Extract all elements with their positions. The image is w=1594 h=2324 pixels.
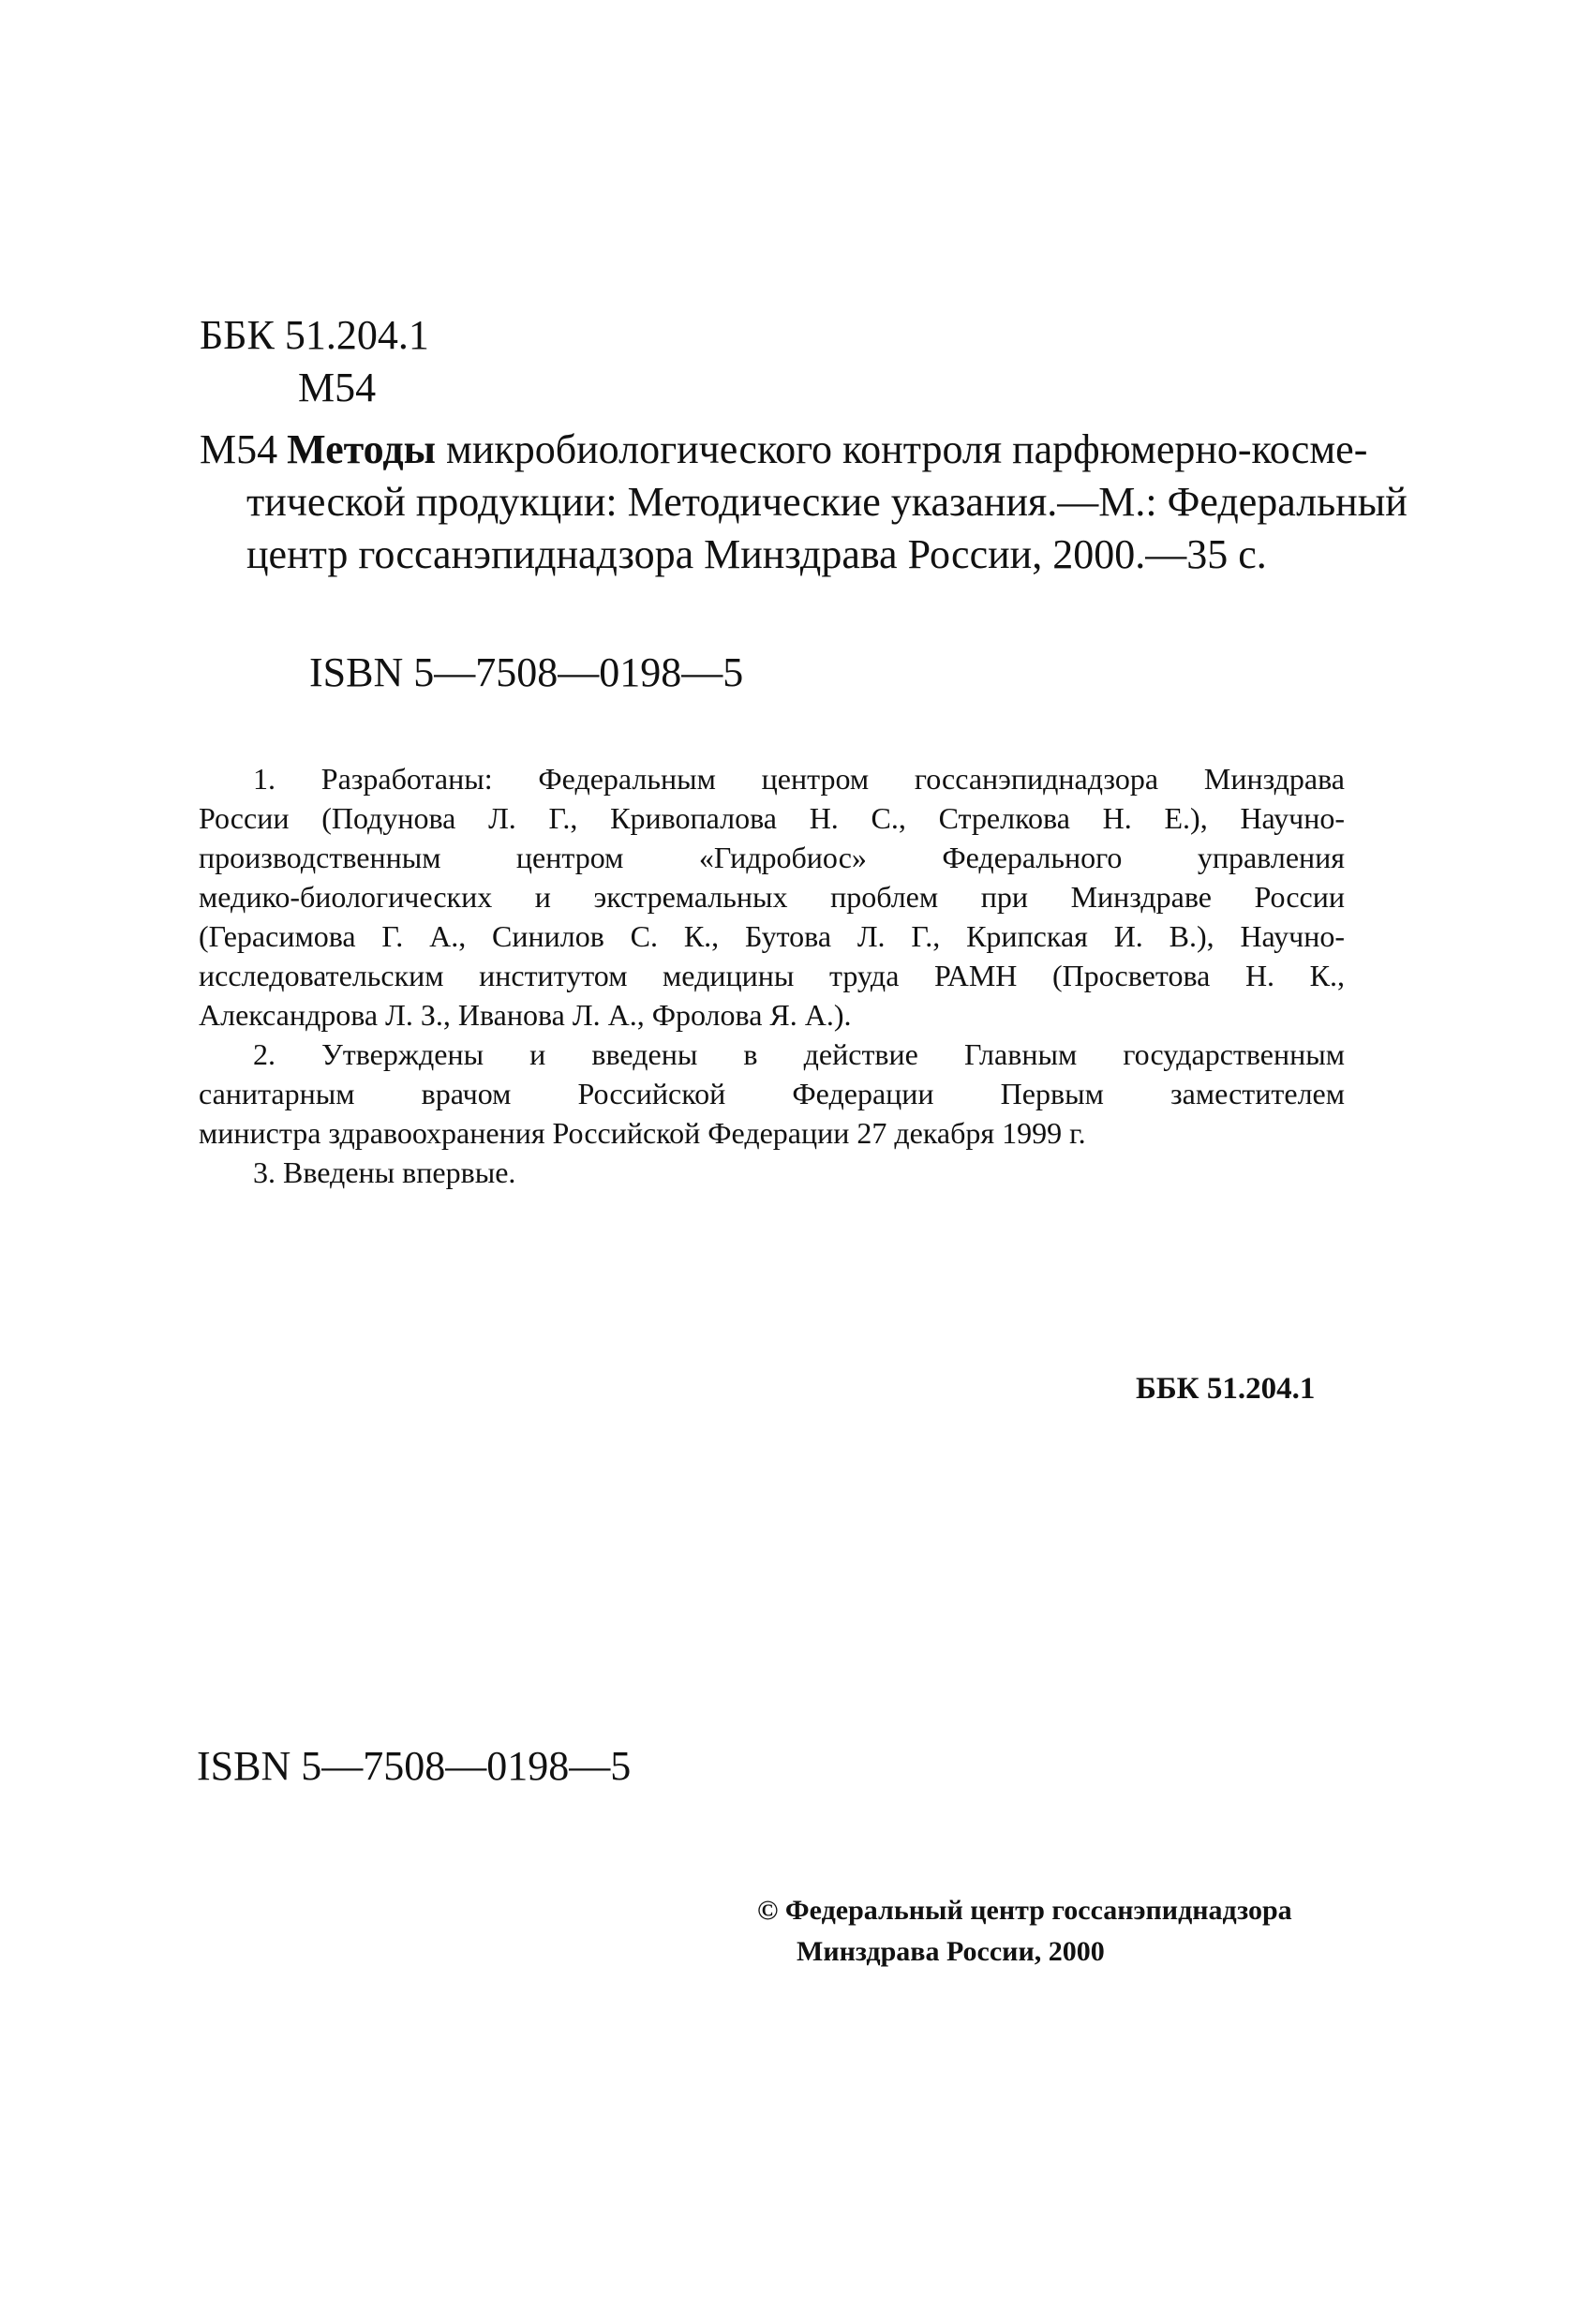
copyright-line-2: Минздрава России, 2000 <box>797 1936 1105 1967</box>
author-mark: М54 <box>298 365 377 410</box>
notes-block <box>199 759 1345 1192</box>
note1-line: исследовательским институтом медицины труда РАМН (Просветова Н. К., <box>199 959 1345 992</box>
entry-mark: М54 <box>200 426 278 472</box>
copyright-notice <box>757 1890 1292 1973</box>
isbn-top: ISBN 5—7508—0198—5 <box>309 649 744 695</box>
entry-title: Методы <box>287 426 436 472</box>
copyright-line-1: © Федеральный центр госсанэпиднадзора <box>757 1895 1292 1926</box>
note1-line: 1. Разработаны: Федеральным центром госсанэпиднадзора Минздрава <box>253 762 1345 796</box>
isbn-bottom: ISBN 5—7508—0198—5 <box>197 1743 632 1789</box>
note2-line: санитарным врачом Российской Федерации Первым заместителем <box>199 1077 1345 1110</box>
bbk-code: ББК 51.204.1 <box>200 312 429 358</box>
note1-line: медико-биологических и экстремальных проблем при Минздраве России <box>199 880 1345 914</box>
note1-line: производственным центром «Гидробиос» Федерального управления <box>199 841 1345 874</box>
note1-line: России (Подунова Л. Г., Кривопалова Н. С., Стрелкова Н. Е.), Научно- <box>199 801 1345 835</box>
bbk-code-bottom: ББК 51.204.1 <box>1136 1372 1316 1406</box>
entry-line-3: центр госсанэпиднадзора Минздрава России, 2000.—35 с. <box>246 531 1267 577</box>
note2-line: 2. Утверждены и введены в действие Главным государственным <box>253 1037 1345 1071</box>
note1-line: (Герасимова Г. А., Синилов С. К., Бутова Л. Г., Крипская И. В.), Научно- <box>199 919 1345 953</box>
entry-line-2: тической продукции: Методические указания.—М.: Федеральный <box>246 479 1408 525</box>
entry-line-1 <box>200 424 1368 476</box>
bibliographic-entry <box>200 424 1408 581</box>
entry-line-1-rest: микробиологического контроля парфюмерно-косме- <box>445 426 1368 472</box>
note3-line: 3. Введены впервые. <box>253 1155 516 1189</box>
note2-line: министра здравоохранения Российской Федерации 27 декабря 1999 г. <box>199 1116 1086 1150</box>
note1-line: Александрова Л. З., Иванова Л. А., Фролова Я. А.). <box>199 998 852 1032</box>
